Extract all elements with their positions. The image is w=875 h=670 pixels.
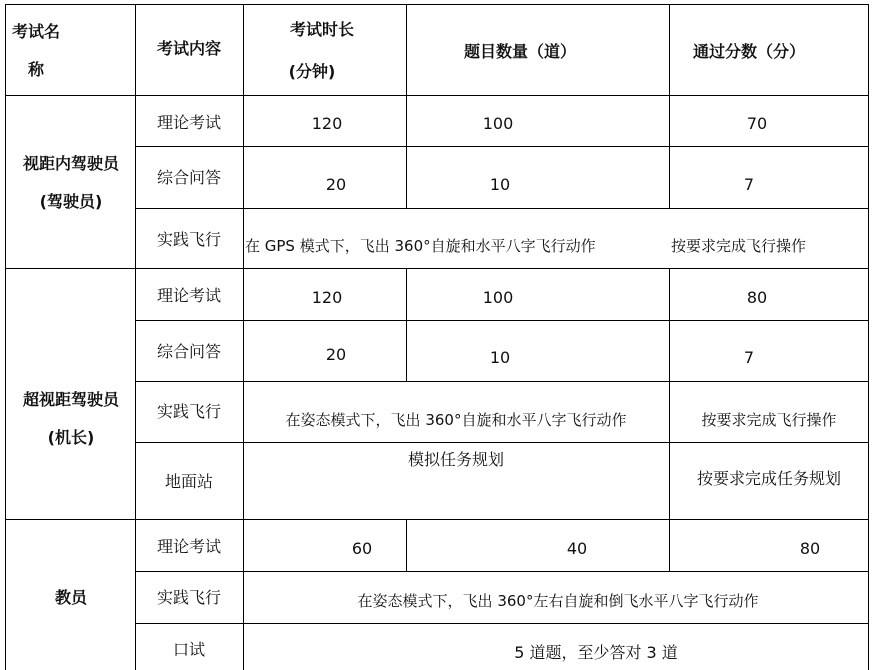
table-rule — [135, 4, 136, 670]
pass-cell: 按要求完成飞行操作 — [671, 237, 807, 255]
duration-cell: 120 — [311, 114, 343, 133]
requirement-cell: 5 道题，至少答对 3 道 — [514, 643, 678, 662]
subject-cell: 口试 — [172, 640, 206, 659]
header-exam-name: 称 — [28, 60, 45, 79]
header-duration: (分钟) — [288, 62, 336, 81]
pass-cell: 按要求完成任务规划 — [696, 469, 842, 488]
group-title: 视距内驾驶员 — [22, 154, 120, 173]
table-rule — [669, 4, 670, 208]
table-rule — [669, 519, 670, 571]
table-rule — [136, 381, 869, 382]
count-cell: 100 — [482, 288, 514, 307]
group-title: 超视距驾驶员 — [22, 390, 120, 409]
pass-cell: 按要求完成飞行操作 — [701, 411, 837, 429]
group-subtitle: (驾驶员) — [39, 192, 103, 211]
subject-cell: 理论考试 — [156, 286, 222, 305]
duration-cell: 60 — [351, 539, 373, 558]
table-rule — [136, 571, 869, 572]
table-rule — [406, 519, 407, 571]
pass-cell: 80 — [799, 539, 821, 558]
duration-cell: 20 — [325, 345, 347, 364]
group-subtitle: (机长) — [47, 428, 95, 447]
pass-cell: 7 — [743, 175, 755, 194]
table-rule — [406, 4, 407, 208]
header-question-count: 题目数量（道） — [463, 42, 577, 61]
subject-cell: 实践飞行 — [156, 588, 222, 607]
group-title: 教员 — [54, 588, 88, 607]
subject-cell: 理论考试 — [156, 537, 222, 556]
pass-cell: 80 — [746, 288, 768, 307]
table-rule — [868, 4, 869, 670]
pass-cell: 7 — [743, 348, 755, 367]
requirement-cell: 在姿态模式下，飞出 360°左右自旋和倒飞水平八字飞行动作 — [357, 592, 759, 610]
requirement-cell: 在姿态模式下，飞出 360°自旋和水平八字飞行动作 — [285, 411, 627, 429]
table-rule — [406, 268, 407, 381]
table-rule — [5, 4, 6, 670]
subject-cell: 地面站 — [164, 472, 214, 491]
header-duration: 考试时长 — [289, 20, 355, 39]
table-rule — [669, 268, 670, 519]
subject-cell: 综合问答 — [156, 342, 222, 361]
table-rule — [243, 4, 244, 670]
count-cell: 10 — [489, 348, 511, 367]
header-exam-name: 考试名 — [12, 22, 61, 41]
requirement-cell: 模拟任务规划 — [407, 450, 505, 469]
table-rule — [136, 208, 869, 209]
count-cell: 40 — [566, 539, 588, 558]
requirement-cell: 在 GPS 模式下，飞出 360°自旋和水平八字飞行动作 — [245, 237, 596, 255]
subject-cell: 实践飞行 — [156, 230, 222, 249]
header-exam-content: 考试内容 — [156, 39, 222, 58]
subject-cell: 综合问答 — [156, 168, 222, 187]
table-rule — [136, 320, 869, 321]
count-cell: 100 — [482, 114, 514, 133]
subject-cell: 实践飞行 — [156, 402, 222, 421]
duration-cell: 120 — [311, 288, 343, 307]
pass-cell: 70 — [746, 114, 768, 133]
table-rule — [136, 146, 869, 147]
table-rule — [136, 623, 869, 624]
duration-cell: 20 — [325, 175, 347, 194]
subject-cell: 理论考试 — [156, 113, 222, 132]
table-rule — [136, 442, 869, 443]
header-pass-score: 通过分数（分） — [692, 42, 806, 61]
count-cell: 10 — [489, 175, 511, 194]
